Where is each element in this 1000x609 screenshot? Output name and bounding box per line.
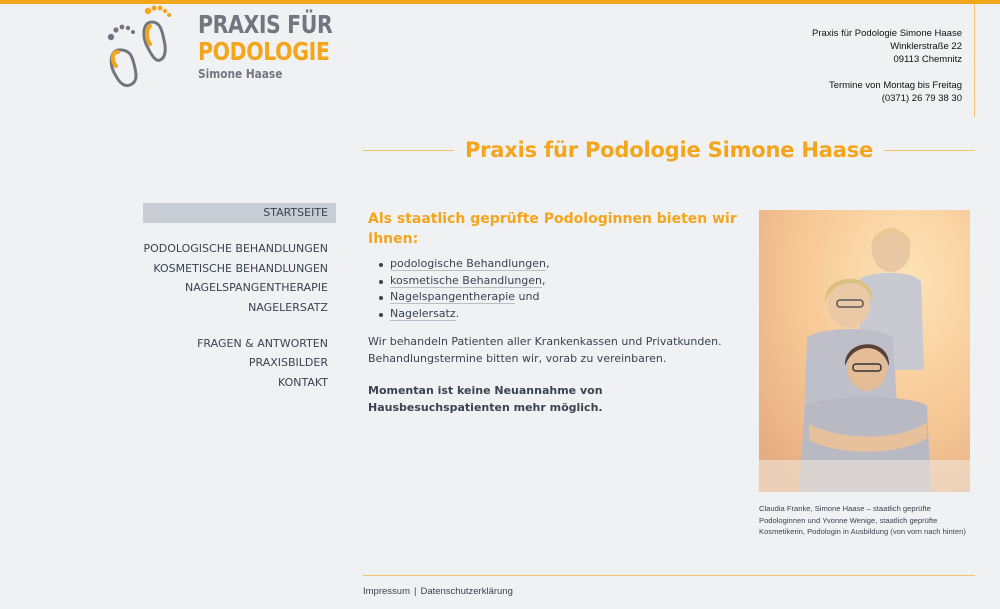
nav-item-fragen-antworten[interactable]: FRAGEN & ANTWORTEN [197, 336, 328, 350]
nav-item-nagelspangentherapie[interactable]: NAGELSPANGENTHERAPIE [184, 281, 328, 295]
footer-rule [363, 575, 975, 576]
contact-phone[interactable]: (0371) 26 79 38 30 [881, 93, 962, 104]
photo-caption: Claudia Franke, Simone Haase – staatlich geprüfte Podologinnen und Yvonne Wenige, staatlich geprüfte Kosmetikerin, Podologin in Ausbildung (von vorn nach hinten) [759, 504, 966, 536]
footer [363, 586, 513, 597]
content-heading: Als staatlich geprüfte Podologinnen bieten wir Ihnen: [368, 211, 737, 247]
feet-logo-icon [104, 4, 184, 94]
title-rule-left [363, 150, 454, 151]
nav-item-kosmetische-behandlungen[interactable]: KOSMETISCHE BEHANDLUNGEN [153, 261, 328, 275]
service-link-podologische[interactable]: podologische Behandlungen [390, 257, 546, 270]
nav-item-kontakt[interactable]: KONTAKT [278, 376, 328, 390]
logo-line-3: Simone Haase [198, 67, 283, 81]
impressum-link[interactable]: Impressum [363, 586, 410, 597]
footer-separator: | [413, 586, 417, 597]
logo-line-2: PODOLOGIE [198, 37, 330, 66]
title-rule-right [884, 150, 975, 151]
logo-line-1: PRAXIS FÜR [198, 10, 333, 39]
page-title: Praxis für Podologie Simone Haase [464, 138, 874, 162]
list-item: Nagelspangentherapie und [376, 289, 748, 306]
main-content [368, 209, 748, 432]
contact-city: 09113 Chemnitz [893, 54, 962, 65]
info-paragraph: Wir behandeln Patienten aller Krankenkassen und Privatkunden. Behandlungstermine bitten wir, vorab zu vereinbaren. [368, 335, 722, 365]
nav-item-nagelersatz[interactable]: NAGELERSATZ [248, 301, 328, 315]
service-link-nagelersatz[interactable]: Nagelersatz [390, 306, 456, 320]
privacy-link[interactable]: Datenschutzerklärung [420, 586, 513, 597]
service-link-nagelspangentherapie[interactable]: Nagelspangentherapie [390, 290, 516, 303]
services-list [376, 256, 748, 322]
header-divider [974, 4, 975, 117]
list-item: podologische Behandlungen, [376, 256, 748, 273]
page-title-row [363, 135, 975, 165]
nav-item-praxisbilder[interactable]: PRAXISBILDER [248, 356, 328, 370]
list-item: kosmetische Behandlungen, [376, 273, 748, 290]
nav-item-startseite[interactable]: STARTSEITE [143, 203, 336, 223]
list-item: Nagelersatz. [376, 306, 748, 323]
team-photo [759, 210, 970, 492]
contact-street: Winklerstraße 22 [890, 41, 962, 52]
contact-name: Praxis für Podologie Simone Haase [812, 28, 962, 39]
service-link-kosmetische[interactable]: kosmetische Behandlungen [390, 273, 543, 287]
nav-item-podologische-behandlungen[interactable]: PODOLOGISCHE BEHANDLUNGEN [143, 242, 328, 255]
main-nav [143, 203, 336, 393]
contact-block [812, 27, 962, 105]
contact-hours: Termine von Montag bis Freitag [828, 80, 962, 91]
site-logo[interactable] [104, 4, 334, 94]
notice-paragraph: Momentan ist keine Neuannahme von Hausbesuchspatienten mehr möglich. [368, 384, 603, 414]
